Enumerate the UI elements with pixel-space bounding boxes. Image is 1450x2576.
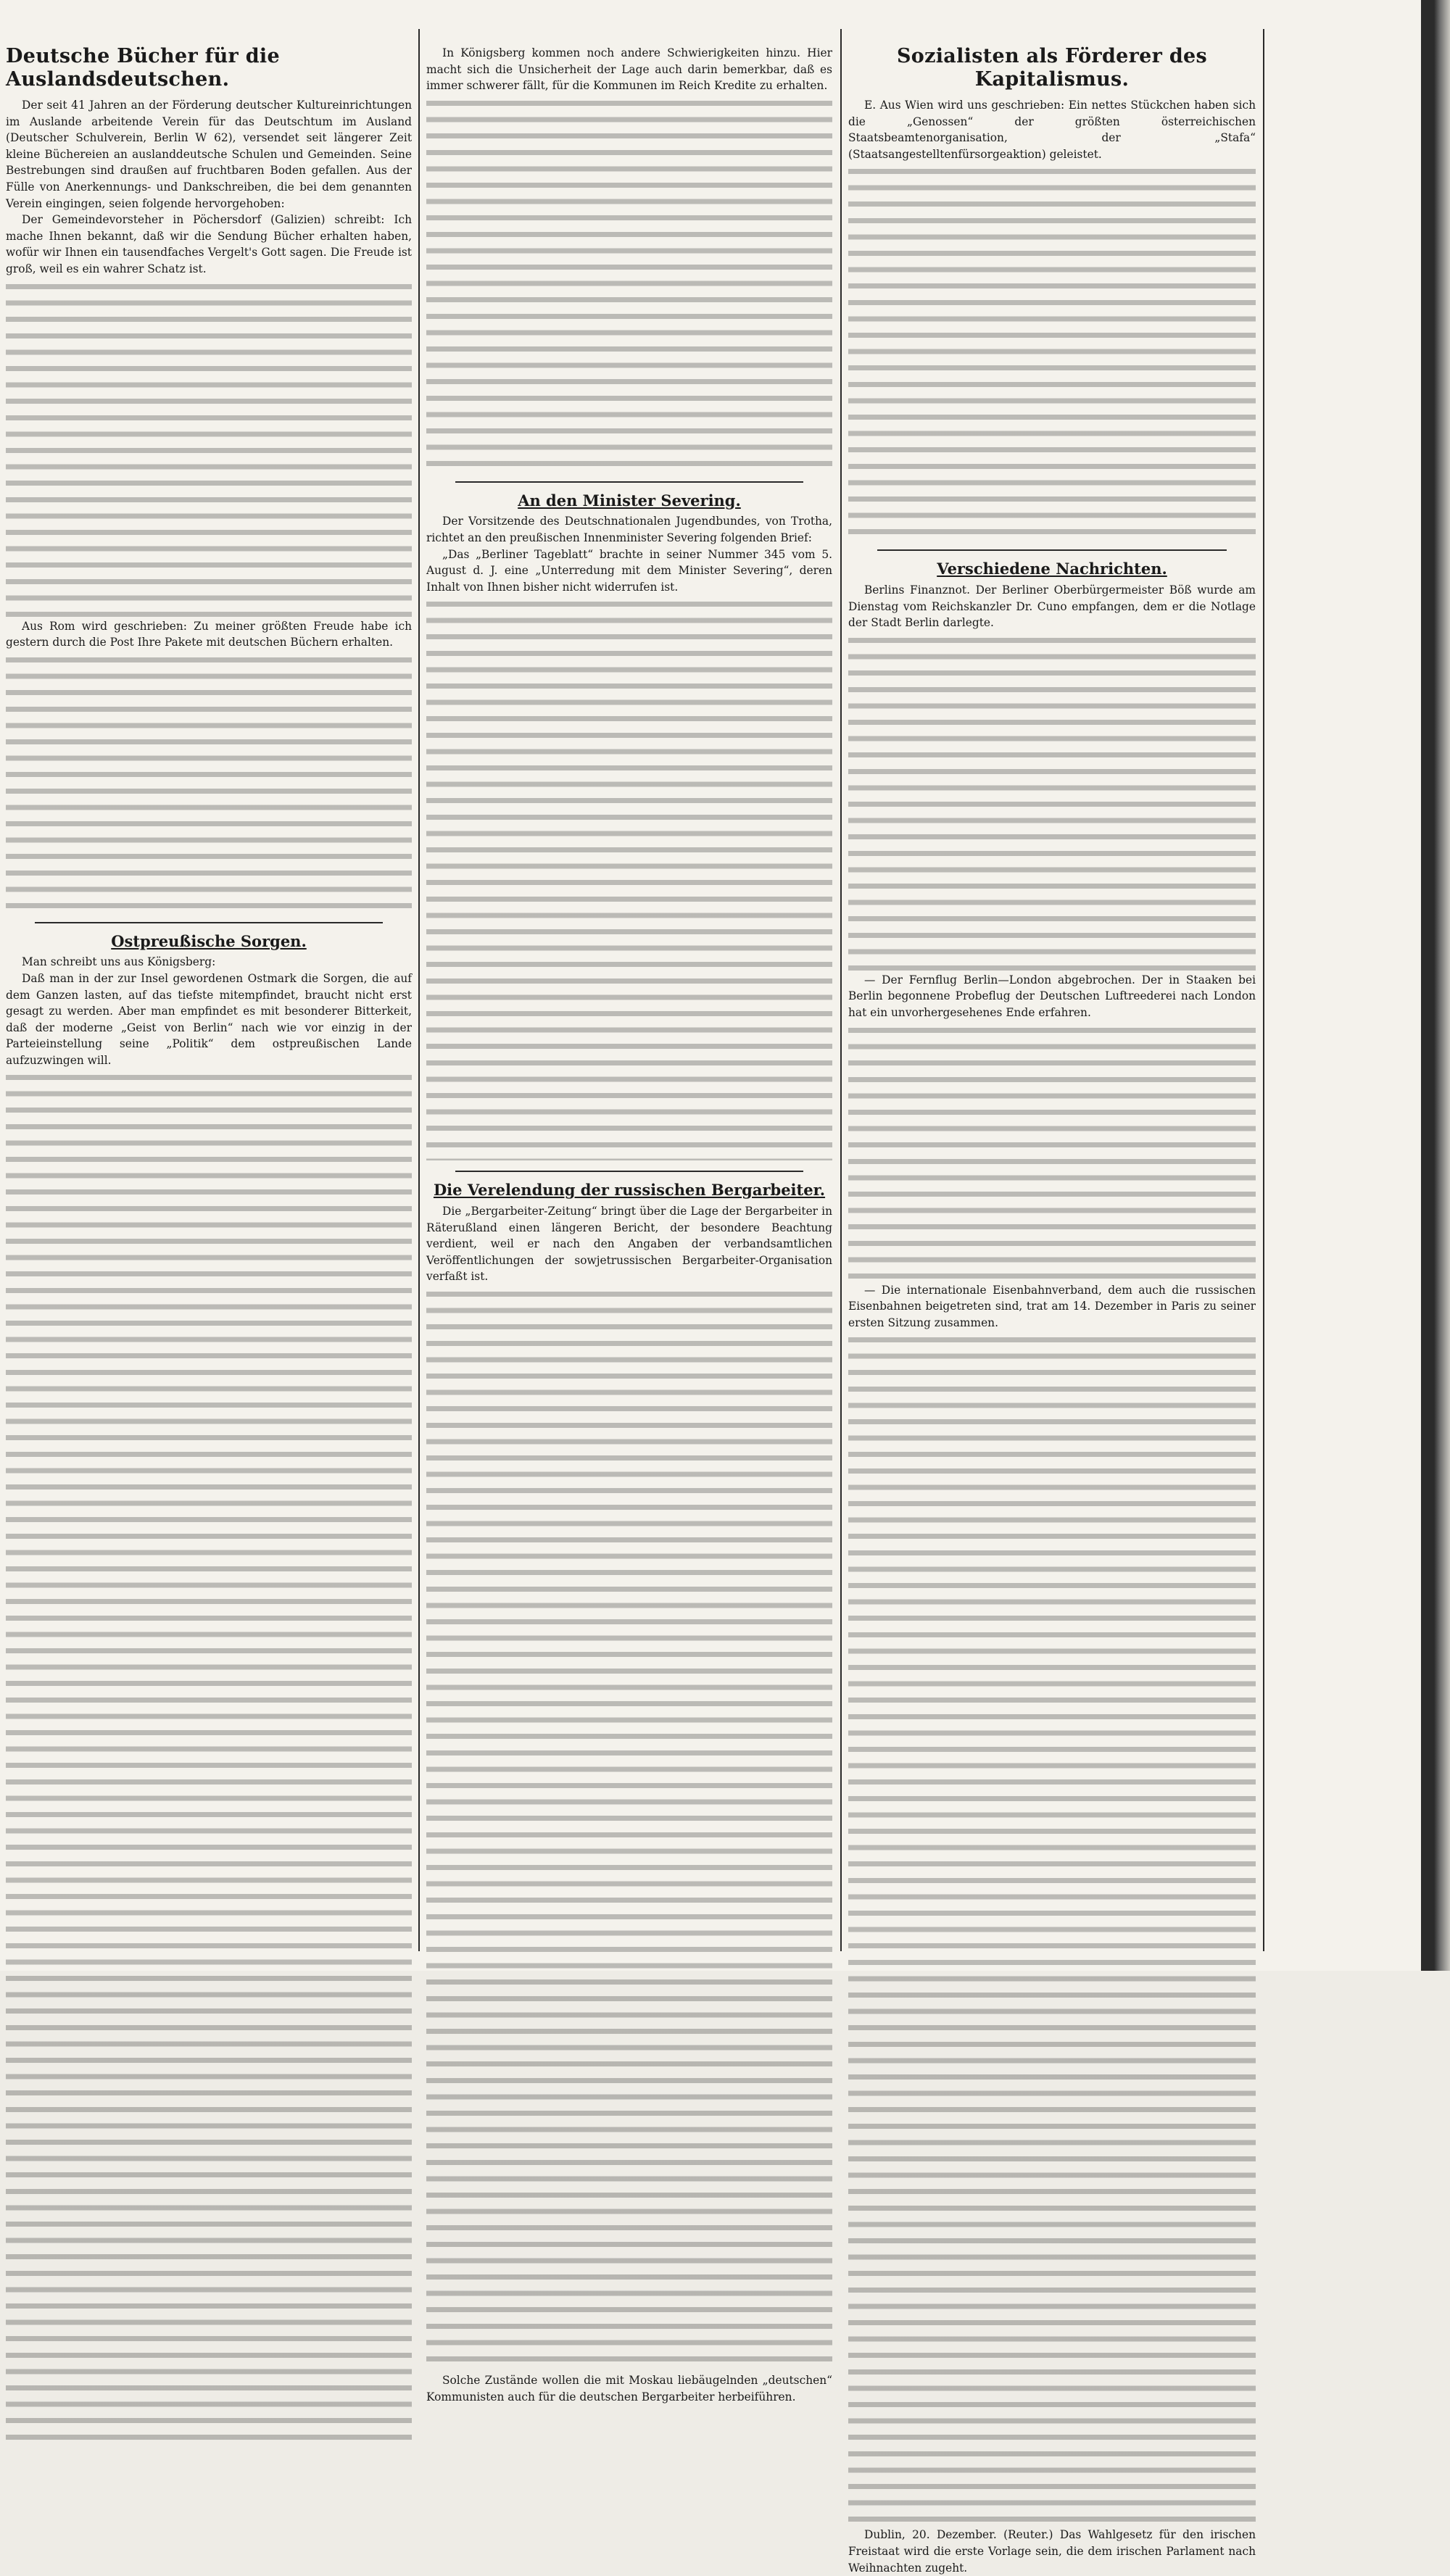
article-paragraph: Daß man in der zur Insel gewordenen Ostmark die Sorgen, die auf dem Ganzen lasten, auf das tiefste mitempfindet, braucht nicht erst gesagt zu werden. Aber man empfindet es mit besonderer Bitterkeit, daß der moderne „Geist von Berlin“ nach wie vor einzig in der Parteieinstellung seine „Politik“ dem ostpreußischen Lande aufzuzwingen will. (6, 971, 412, 1067)
text-lines (848, 162, 1256, 539)
article-headline: Sozialisten als Förderer des Kapitalismus. (896, 45, 1207, 91)
text-lines (426, 94, 832, 471)
article-headline: Die Verelendung der russischen Bergarbeiter. (433, 1181, 826, 1200)
article-headline: Deutsche Bücher für die Auslandsdeutschen. (6, 45, 280, 91)
article-paragraph: Solche Zustände wollen die mit Moskau liebäugelnden „deutschen“ Kommunisten auch für die deutschen Bergarbeiter herbeiführen. (426, 2373, 832, 2403)
text-lines (6, 278, 412, 618)
text-lines (848, 1021, 1256, 1282)
article-paragraph: Die „Bergarbeiter-Zeitung“ bringt über die Lage der Bergarbeiter in Räterußland einen längeren Bericht, der besondere Beachtung verdient, weil er nach den Angaben der verbandsamtlichen Veröffentlichungen der sowjetrussischen Bergarbeiter-Organisation verfaßt ist. (426, 1204, 832, 1284)
text-lines (426, 595, 832, 1160)
text-lines (848, 1331, 1256, 2527)
column-rule (840, 29, 842, 1951)
article-paragraph: Der seit 41 Jahren an der Förderung deutscher Kultureinrichtungen im Auslande arbeitende Verein für das Deutschtum im Ausland (Deutscher Schulverein, Berlin W 62), versendet seit längerer Zeit kleine Büchereien an auslanddeutsche Schulen und Gemeinden. Seine Bestrebungen sind draußen auf fruchtbaren Boden gefallen. Aus der Fülle von Anerkennungs- und Dankschreiben, die bei dem genannten Verein eingingen, seien folgende hervorgehoben: (6, 99, 412, 210)
article-headline: Ostpreußische Sorgen. (111, 931, 307, 950)
article-paragraph: Der Gemeindevorsteher in Pöchersdorf (Galizien) schreibt: Ich mache Ihnen bekannt, daß wir die Sendung Bücher erhalten haben, wofür wir Ihnen ein tausendfaches Vergelt's Gott sagen. Die Freude ist groß, weil es ein wahrer Schatz ist. (6, 213, 412, 275)
article-paragraph: — Der Fernflug Berlin—London abgebrochen. Der in Staaken bei Berlin begonnene Probeflug der Deutschen Luftreederei nach London hat ein unvorhergesehenes Ende erfahren. (848, 973, 1256, 1019)
text-lines (6, 651, 412, 912)
column-rule (1263, 29, 1264, 1951)
column-3 (848, 45, 1256, 2575)
article-paragraph: Dublin, 20. Dezember. (Reuter.) Das Wahlgesetz für den irischen Freistaat wird die erste Vorlage sein, die dem irischen Parlament nach Weihnachten zugeht. (848, 2528, 1256, 2575)
text-lines (6, 1068, 412, 2446)
article-headline: An den Minister Severing. (518, 491, 741, 510)
article-paragraph: In Königsberg kommen noch andere Schwierigkeiten hinzu. Hier macht sich die Unsicherheit der Lage auch darin bemerkbar, daß es immer schwerer fällt, für die Kommunen im Reich Kredite zu erhalten. (426, 46, 832, 93)
page-binding-edge (1421, 0, 1450, 1971)
article-separator (877, 549, 1227, 551)
article-paragraph: — Die internationale Eisenbahnverband, dem auch die russischen Eisenbahnen beigetreten sind, trat am 14. Dezember in Paris zu seiner ersten Sitzung zusammen. (848, 1283, 1256, 1329)
article-byline: Man schreibt uns aus Königsberg: (22, 955, 216, 969)
article-separator (35, 922, 383, 923)
article-separator (455, 481, 803, 483)
article-separator (455, 1171, 803, 1172)
article-headline: Verschiedene Nachrichten. (937, 560, 1167, 578)
article-paragraph: „Das „Berliner Tageblatt“ brachte in seiner Nummer 345 vom 5. August d. J. eine „Unterredung mit dem Minister Severing“, deren Inhalt von Ihnen bisher nicht widerrufen ist. (426, 547, 832, 594)
column-rule (418, 29, 420, 1951)
article-paragraph: Der Vorsitzende des Deutschnationalen Jugendbundes, von Trotha, richtet an den preußischen Innenminister Severing folgenden Brief: (426, 515, 832, 544)
column-2 (426, 45, 832, 2403)
text-lines (426, 1285, 832, 2372)
article-paragraph: E. Aus Wien wird uns geschrieben: Ein nettes Stückchen haben sich die „Genossen“ der größten österreichischen Staatsbeamtenorganisation, der „Stafa“ (Staatsangestelltenfürsorgeaktion) geleistet. (848, 99, 1256, 161)
article-paragraph: Aus Rom wird geschrieben: Zu meiner größten Freude habe ich gestern durch die Post Ihre Pakete mit deutschen Büchern erhalten. (6, 619, 412, 649)
text-lines (848, 631, 1256, 972)
article-paragraph: Berlins Finanznot. Der Berliner Oberbürgermeister Böß wurde am Dienstag vom Reichskanzler Dr. Cuno empfangen, dem er die Notlage der Stadt Berlin darlegte. (848, 583, 1256, 630)
column-1 (6, 45, 412, 1951)
